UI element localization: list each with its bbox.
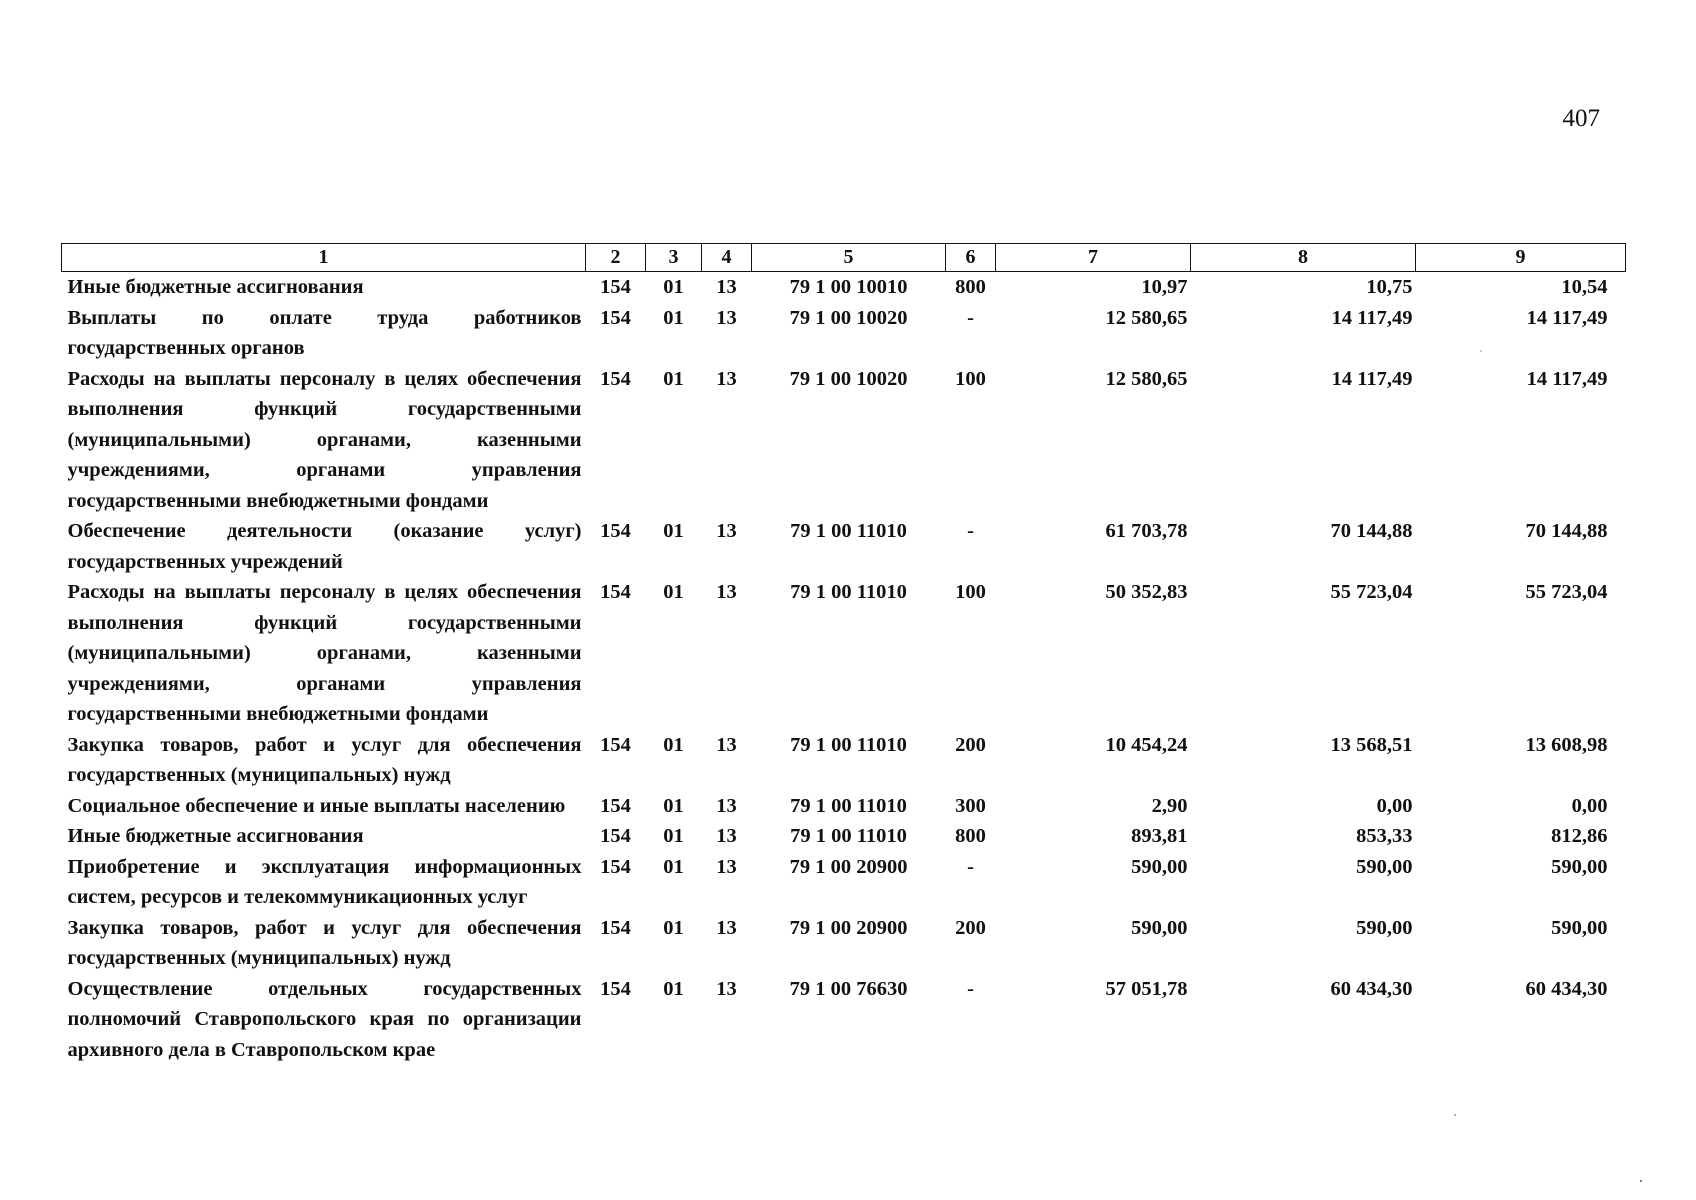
row-col-5: 79 1 00 76630 <box>789 977 908 1000</box>
table-body <box>62 272 1626 1066</box>
scan-speck <box>1454 1114 1456 1116</box>
row-col-7: 12 580,65 <box>1105 367 1188 390</box>
scan-speck <box>1480 350 1482 352</box>
row-col-7: 590,00 <box>1131 855 1188 878</box>
row-col-5: 79 1 00 11010 <box>790 733 907 756</box>
table-row <box>62 821 1626 852</box>
header-cell-5: 5 <box>752 244 946 272</box>
row-col-7: 10,97 <box>1141 276 1188 298</box>
row-col-4: 13 <box>716 977 737 1000</box>
table-row <box>62 852 1626 913</box>
row-col-9: 590,00 <box>1551 916 1608 939</box>
row-description: Выплаты по оплате труда работников государственных органов <box>67 306 582 359</box>
row-col-8: 0,00 <box>1376 794 1413 817</box>
row-col-6: - <box>967 855 974 878</box>
row-col-9: 812,86 <box>1551 825 1608 847</box>
row-col-4: 13 <box>716 367 737 390</box>
row-col-2: 154 <box>600 916 631 939</box>
row-col-2: 154 <box>600 977 631 1000</box>
row-col-7: 2,90 <box>1151 794 1188 817</box>
header-cell-2: 2 <box>586 244 646 272</box>
row-col-2: 154 <box>600 794 631 817</box>
row-col-3: 01 <box>663 825 684 847</box>
row-col-6: - <box>967 520 974 542</box>
row-col-9: 590,00 <box>1551 855 1608 878</box>
row-col-8: 590,00 <box>1356 855 1413 878</box>
row-col-5: 79 1 00 10010 <box>789 276 908 298</box>
row-col-9: 10,54 <box>1561 276 1608 298</box>
budget-table <box>61 243 1626 1065</box>
row-col-2: 154 <box>600 733 631 756</box>
row-col-6: 800 <box>955 825 986 847</box>
row-col-9: 55 723,04 <box>1525 581 1608 603</box>
row-col-4: 13 <box>716 306 737 329</box>
row-col-3: 01 <box>663 306 684 329</box>
scan-speck <box>1640 1180 1642 1182</box>
header-row <box>62 244 1626 272</box>
row-col-6: 200 <box>955 916 986 939</box>
table-row <box>62 791 1626 822</box>
row-col-6: - <box>967 977 974 1000</box>
row-col-8: 60 434,30 <box>1330 977 1413 1000</box>
row-col-4: 13 <box>716 733 737 756</box>
row-col-3: 01 <box>663 916 684 939</box>
row-col-3: 01 <box>663 977 684 1000</box>
row-col-9: 14 117,49 <box>1526 306 1608 329</box>
row-col-3: 01 <box>663 794 684 817</box>
row-col-4: 13 <box>716 825 737 847</box>
row-col-4: 13 <box>716 855 737 878</box>
row-col-7: 50 352,83 <box>1105 581 1188 603</box>
row-col-4: 13 <box>716 916 737 939</box>
row-col-5: 79 1 00 11010 <box>790 794 907 817</box>
table-row <box>62 364 1626 517</box>
row-col-2: 154 <box>600 276 631 298</box>
row-col-8: 55 723,04 <box>1330 581 1413 603</box>
header-cell-9: 9 <box>1416 244 1626 272</box>
row-col-6: 100 <box>955 367 986 390</box>
row-col-5: 79 1 00 11010 <box>790 520 907 542</box>
row-col-3: 01 <box>663 520 684 542</box>
row-col-5: 79 1 00 20900 <box>789 916 908 939</box>
row-col-8: 70 144,88 <box>1330 520 1413 542</box>
row-col-4: 13 <box>716 520 737 542</box>
row-description: Приобретение и эксплуатация информационных систем, ресурсов и телекоммуникационных услуг <box>67 855 582 908</box>
row-col-6: 200 <box>955 733 986 756</box>
row-col-8: 10,75 <box>1366 276 1413 298</box>
row-col-9: 14 117,49 <box>1526 367 1608 390</box>
row-col-2: 154 <box>600 825 631 847</box>
row-col-2: 154 <box>600 581 631 603</box>
row-col-2: 154 <box>600 367 631 390</box>
row-description: Закупка товаров, работ и услуг для обеспечения государственных (муниципальных) нужд <box>67 916 582 969</box>
row-col-8: 13 568,51 <box>1330 733 1413 756</box>
row-col-5: 79 1 00 20900 <box>789 855 908 878</box>
row-col-6: - <box>967 306 974 329</box>
row-col-4: 13 <box>716 276 737 298</box>
row-col-8: 853,33 <box>1356 825 1413 847</box>
row-col-6: 300 <box>955 794 986 817</box>
row-col-7: 893,81 <box>1131 825 1188 847</box>
row-description: Расходы на выплаты персоналу в целях обеспечения выполнения функций государственными (муниципальными) органами, казенными учреждениями, органами управления государственными внебюджетными фондами <box>67 367 582 512</box>
row-col-7: 590,00 <box>1131 916 1188 939</box>
row-col-7: 61 703,78 <box>1105 520 1188 542</box>
row-col-7: 12 580,65 <box>1105 306 1188 329</box>
row-description: Иные бюджетные ассигнования <box>67 276 364 298</box>
row-col-5: 79 1 00 10020 <box>789 306 908 329</box>
row-col-9: 60 434,30 <box>1525 977 1608 1000</box>
row-col-9: 70 144,88 <box>1525 520 1608 542</box>
row-col-8: 590,00 <box>1356 916 1413 939</box>
row-col-3: 01 <box>663 581 684 603</box>
table-row <box>62 272 1626 303</box>
row-col-3: 01 <box>663 367 684 390</box>
header-cell-6: 6 <box>946 244 996 272</box>
row-col-8: 14 117,49 <box>1331 306 1413 329</box>
row-description: Социальное обеспечение и иные выплаты населению <box>67 794 566 817</box>
row-description: Расходы на выплаты персоналу в целях обеспечения выполнения функций государственными (муниципальными) органами, казенными учреждениями, органами управления государственными внебюджетными фондами <box>67 581 582 725</box>
row-col-2: 154 <box>600 855 631 878</box>
row-col-4: 13 <box>716 794 737 817</box>
table-row <box>62 913 1626 974</box>
row-col-9: 0,00 <box>1571 794 1608 817</box>
header-cell-8: 8 <box>1191 244 1416 272</box>
row-col-3: 01 <box>663 276 684 298</box>
table-row <box>62 974 1626 1066</box>
page-number: 407 <box>1562 105 1600 132</box>
table-row <box>62 730 1626 791</box>
row-col-6: 800 <box>955 276 986 298</box>
row-col-9: 13 608,98 <box>1525 733 1608 756</box>
table-row <box>62 303 1626 364</box>
header-cell-3: 3 <box>646 244 702 272</box>
row-col-5: 79 1 00 11010 <box>790 825 907 847</box>
row-col-8: 14 117,49 <box>1331 367 1413 390</box>
row-col-7: 10 454,24 <box>1105 733 1188 756</box>
row-description: Обеспечение деятельности (оказание услуг) государственных учреждений <box>67 520 582 573</box>
table-row <box>62 516 1626 577</box>
row-col-2: 154 <box>600 520 631 542</box>
row-col-3: 01 <box>663 733 684 756</box>
row-description: Закупка товаров, работ и услуг для обеспечения государственных (муниципальных) нужд <box>67 733 582 786</box>
row-col-6: 100 <box>955 581 986 603</box>
header-cell-4: 4 <box>702 244 752 272</box>
row-col-5: 79 1 00 11010 <box>790 581 907 603</box>
table-row <box>62 577 1626 730</box>
row-col-4: 13 <box>716 581 737 603</box>
row-description: Иные бюджетные ассигнования <box>67 825 364 847</box>
header-cell-7: 7 <box>996 244 1191 272</box>
header-cell-1: 1 <box>62 244 586 272</box>
row-col-7: 57 051,78 <box>1105 977 1188 1000</box>
row-description: Осуществление отдельных государственных полномочий Ставропольского края по организации архивного дела в Ставропольском крае <box>67 977 582 1061</box>
row-col-2: 154 <box>600 306 631 329</box>
row-col-5: 79 1 00 10020 <box>789 367 908 390</box>
row-col-3: 01 <box>663 855 684 878</box>
